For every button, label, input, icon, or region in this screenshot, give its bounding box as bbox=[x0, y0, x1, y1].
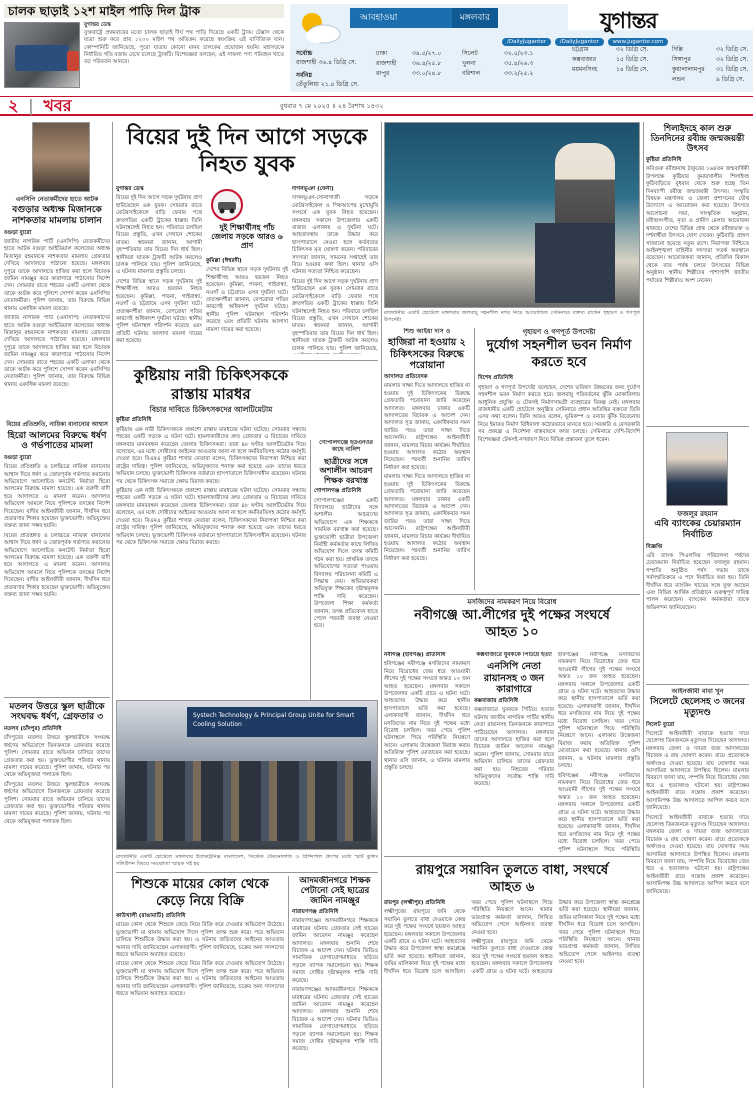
section-name: খবর bbox=[43, 96, 72, 115]
accident-icon bbox=[210, 188, 244, 222]
promo-text: যুক্তরাষ্ট্রে প্রথমবারের মতো চালক ছাড়াই দীর্ঘ পথ পাড়ি দিয়েছে একটি ট্রাক। টেক্সাস থেকে যাত্রা শুরু করে প্রায় ১২০০ মাইল পথ অতিক্রম করেছে স্বয়ংক্রিয় এই বাণিজ্যিক যান। কোম্পানিটি জানিয়েছে, পুরো যাত্রায় কোনো মানব চালকের প্রয়োজন হয়নি। মহাসড়কে নির্ধারিত গতি বজায় রেখে চলেছে ট্রাকটি। বিশেষজ্ঞরা বলছেন, এই সাফল্য পণ্য পরিবহন খাতে বড় পরিবর্তন আনবে। bbox=[84, 30, 284, 66]
lead-headline[interactable]: বিয়ের দুই দিন আগে সড়কে নিহত যুবক bbox=[126, 124, 368, 177]
story-body: হবিগঞ্জের নবীগঞ্জে মসজিদের নামকরণ নিয়ে বিরোধের জের ধরে আওয়ামী লীগের দুই পক্ষের সংঘর্ষে অন্তত ১০ জন আহত হয়েছেন। মঙ্গলবার সকালে উপজেলার একটি গ্রামে এ ঘটনা ঘটে। আহতদের উদ্ধার করে স্থানীয় হাসপাতালে ভর্তি করা হয়েছে। এলাকাবাসী জানান, দীর্ঘদিন ধরে মসজিদের নাম নিয়ে দুই পক্ষের মধ্যে বিরোধ চলছিল। খবর পেয়ে পুলিশ ঘটনাস্থলে গিয়ে পরিস্থিতি bbox=[558, 772, 640, 852]
nabiganj-head bbox=[384, 598, 640, 650]
raipur-story bbox=[384, 860, 640, 1088]
story-byline: আদালত প্রতিবেদক bbox=[384, 374, 428, 381]
story-body: গৃহায়ণ ও গণপূর্ত উপদেষ্টা বলেছেন, দেশের ভবিষ্যৎ উন্নয়নের জন্য দুর্যোগ সহনশীল ভবন নির্মাণ করতে হবে। জলবায়ু পরিবর্তনের ঝুঁকি মোকাবিলায় আধুনিক প্রযুক্তি ও টেকসই নির্মাণসামগ্রী ব্যবহারের বিকল্প নেই। মঙ্গলবার রাজধানীর একটি হোটেলে অনুষ্ঠিত সেমিনারে প্রধান অতিথির বক্তব্যে তিনি এসব কথা বলেন। তিনি আরও বলেন, ভূমিকম্প ও বন্যার ঝুঁকি বিবেচনায় নিয়ে ইমারত নির্মাণ বিধিমালা কঠোরভাবে মানতে হবে। সরকারি ও বেসরকারি সব প্রকল্পে এ নির্দেশনা বাস্তবায়নে কাজ চলছে। সেমিনারে দেশি-বিদেশি বিশেষজ্ঞরা টেকসই নগরায়ণ নিয়ে বিভিন্ন প্রস্তাবনা তুলে ধরেন। bbox=[478, 384, 640, 443]
lead-col-c bbox=[292, 186, 378, 354]
story-kicker: শিশু আইয়া দাস ও bbox=[403, 328, 451, 335]
city-name: বরিশাল bbox=[462, 70, 481, 77]
story-body: মায়ের কোল থেকে শিশুকে কেড়ে নিয়ে বিক্রি করে দেওয়ার অভিযোগ উঠেছে। ভুক্তভোগী মা থানায় অভিযোগ দিলে পুলিশ তদন্ত শুরু করে। পরে অভিযান চালিয়ে শিশুটিকে উদ্ধার করা হয়। এ ঘটনায় জড়িতদের আইনের আওতায় আনার দাবি জানিয়েছেন এলাকাবাসী। পুলিশ জানিয়েছে, চক্রের অন্য সদস্যদের ধরতে অভিযান অব্যাহত রয়েছে। bbox=[116, 922, 284, 959]
facebook-link[interactable]: /DailyJugantor bbox=[502, 38, 551, 46]
column-left bbox=[4, 122, 110, 1090]
min-temp-value: তেঁতুলিয়া ২১.৪ ডিগ্রি সে. bbox=[296, 81, 359, 88]
story-byline: কক্সবাজার প্রতিনিধি bbox=[474, 698, 519, 705]
story-kicker: গৃহায়ণ ও গণপূর্ত উপদেষ্টা bbox=[522, 328, 596, 336]
story-byline: বগুড়া ব্যুরো bbox=[4, 229, 32, 236]
story-headline[interactable]: রায়পুরে সয়াবিন তুলতে বাধা, সংঘর্ষে আহত ৬ bbox=[415, 863, 609, 895]
story-byline: গোপালগঞ্জ প্রতিনিধি bbox=[314, 488, 362, 495]
chairman-photo bbox=[666, 432, 728, 506]
story-headline[interactable]: বগুড়ার অধ্যক্ষ মিজানকে নাশকতার মামলায় চালান bbox=[12, 205, 102, 227]
social-links bbox=[500, 38, 750, 50]
story-kicker: বিচার দাবিতে চিকিৎসকদের আলটিমেটাম bbox=[149, 405, 273, 414]
weather-day: মঙ্গলবার bbox=[452, 8, 498, 28]
story-body: মামলার সাক্ষ্য দিতে আদালতে হাজির না হওয়ায় দুই চিকিৎসকের বিরুদ্ধে গ্রেফতারি পরোয়ানা জারি করেছেন আদালত। মঙ্গলবার ঢাকার একটি আদালতের বিচারক এ আদেশ দেন। আদালত সূত্র জানায়, একাধিকবার সমন জারির পরও তারা সাক্ষ্য দিতে আসেননি। রাষ্ট্রপক্ষের আইনজীবী জানান, মামলার বিচার কার্যক্রম দীর্ঘায়িত হওয়ায় আদালত কঠোর অবস্থান নিয়েছেন। পরবর্তী শুনানির তারিখ নির্ধারণ করা হয়েছে। bbox=[384, 474, 470, 562]
story-body: চাঁদপুরের মতলব উত্তরে স্কুলছাত্রীকে সংঘবদ্ধ ধর্ষণের অভিযোগে তিনজনকে গ্রেফতার করেছে পুলিশ। সোমবার রাতে অভিযান চালিয়ে তাদের গ্রেফতার করা হয়। ভুক্তভোগীর পরিবার থানায় মামলা দায়ের করেছে। পুলিশ জানায়, ঘটনার পর থেকে অভিযুক্তরা পলাতক ছিল। bbox=[4, 781, 110, 825]
city-name: ময়মনসিংহ bbox=[572, 66, 598, 73]
story-headline[interactable]: মতলব উত্তরে স্কুল ছাত্রীকে সংঘবদ্ধ ধর্ষণ, গ্রেফতার ৩ bbox=[9, 701, 105, 723]
promo-story[interactable] bbox=[4, 4, 284, 90]
page-number: ২ bbox=[8, 96, 19, 115]
story-body: এবি ব্যাংক পিএলসির পরিচালনা পর্ষদের চেয়ারম্যান নির্বাচিত হয়েছেন ফজলুর রহমান। সম্প্রতি অনুষ্ঠিত পর্ষদ সভায় তাকে সর্বসম্মতিক্রমে এ পদে নির্বাচিত করা হয়। তিনি দীর্ঘদিন ধরে ব্যাংকিং খাতের সঙ্গে যুক্ত আছেন এবং বিভিন্ন আর্থিক প্রতিষ্ঠানে গুরুত্বপূর্ণ দায়িত্ব পালন করেছেন। ব্যাংকের কর্মকর্তারা তাকে অভিনন্দন জানিয়েছেন। bbox=[646, 553, 749, 611]
mizan-photo-block bbox=[4, 122, 110, 214]
story-byline: নবীগঞ্জ (হবিগঞ্জ) প্রতিনিধি bbox=[384, 652, 446, 658]
chairman-name: ফজলুর রহমান bbox=[677, 509, 718, 518]
story-body: সিলেটে আইনজীবী বাবাকে হত্যার দায়ে ছেলেসহ তিনজনকে মৃত্যুদণ্ড দিয়েছেন আদালত। মঙ্গলবার জেলা ও দায়রা জজ আদালতের বিচারক এ রায় ঘোষণা করেন। রায়ে প্রত্যেককে অর্থদণ্ডও দেওয়া হয়েছে। রায় ঘোষণার সময় আসামিরা আদালতে উপস্থিত ছিলেন। মামলার বিবরণে জানা যায়, সম্পত্তি নিয়ে বিরোধের জের ধরে এ হত্যাকাণ্ড ঘটানো হয়। রাষ্ট্রপক্ষের আইনজীবী রায়ে সন্তোষ প্রকাশ করেছেন। আসামিপক্ষ উচ্চ আদালতে আপিল করবে বলে জানিয়েছে। bbox=[646, 731, 749, 812]
story-headline[interactable]: হাজিরা না হওয়ায় ২ চিকিৎসকের বিরুদ্ধে পরোয়ানা bbox=[388, 337, 466, 371]
shilaidah-story bbox=[646, 122, 749, 422]
city-temp: ৩২.৫/২৩.১ bbox=[504, 50, 534, 57]
city-name: ঢাকা bbox=[376, 50, 388, 57]
section-bar bbox=[0, 96, 753, 116]
story-headline[interactable]: কুষ্টিয়ায় নারী চিকিৎসককে রাস্তায় মারধর bbox=[133, 366, 289, 403]
world-temp: ৩১ ডিগ্রি সে. bbox=[716, 66, 749, 73]
city-temp: ৩৩.০/২৪.৮ bbox=[412, 70, 442, 77]
city-name: কক্সবাজার bbox=[572, 56, 597, 63]
kushtia-story bbox=[116, 364, 306, 694]
hajira-story bbox=[384, 328, 470, 590]
max-temp-value: রাজশাহী ৩৬.৪ ডিগ্রি সে. bbox=[296, 59, 357, 66]
story-headline[interactable]: এবি ব্যাংকের চেয়ারম্যান নির্বাচিত bbox=[654, 519, 741, 541]
podium bbox=[535, 223, 615, 303]
city-temp: ৩৬.৪/২৫.৮ bbox=[412, 60, 442, 67]
city-name: রাজশাহী bbox=[376, 60, 397, 67]
lead-col-a bbox=[116, 186, 202, 354]
world-temp: ৯ ডিগ্রি সে. bbox=[716, 76, 745, 83]
world-city: দিল্লি bbox=[672, 46, 683, 53]
story-headline[interactable]: সিলেটে ছেলেসহ ৩ জনের মৃত্যুদণ্ড bbox=[650, 697, 745, 719]
story-byline: দাগনভূঞা (ফেনী) bbox=[292, 186, 334, 192]
story-body: হবিগঞ্জের নবীগঞ্জে মসজিদের নামকরণ নিয়ে বিরোধের জের ধরে আওয়ামী লীগের দুই পক্ষের সংঘর্ষে অন্তত ১০ জন আহত হয়েছেন। মঙ্গলবার সকালে উপজেলার একটি গ্রামে এ ঘটনা ঘটে। আহতদের উদ্ধার করে স্থানীয় হাসপাতালে ভর্তি করা হয়েছে। এলাকাবাসী জানান, দীর্ঘদিন ধরে মসজিদের নাম নিয়ে দুই পক্ষের মধ্যে বিরোধ চলছিল। খবর পেয়ে পুলিশ ঘটনাস্থলে গিয়ে পরিস্থিতি নিয়ন্ত্রণে আনে। এলাকায় উত্তেজনা বিরাজ করায় অতিরিক্ত পুলিশ মোতায়েন করা হয়েছে। থানার ওসি জানান, এ ঘটনায় মামলার প্রস্তুতি চলছে। bbox=[384, 661, 470, 772]
story-body: কুষ্টিয়ায় এক নারী চিকিৎসককে প্রকাশ্যে রাস্তায় মারধরের ঘটনা ঘটেছে। সোমবার সন্ধ্যায় শহরের একটি সড়কে এ ঘটনা ঘটে। হামলাকারীদের দ্রুত গ্রেফতার ও বিচারের দাবিতে মঙ্গলবার মানববন্ধন করেছেন জেলার চিকিৎসকরা। তারা ৪৮ ঘণ্টার আলটিমেটাম দিয়ে বলেছেন, এর মধ্যে দোষীদের আইনের আওতায় আনা না হলে কর্মবিরতিসহ কঠোর কর্মসূচি দেওয়া হবে। বিএমএ কুষ্টিয়া শাখার নেতারা বলেন, চিকিৎসকদের নিরাপত্তা নিশ্চিত করা রাষ্ট্রের দায়িত্ব। পুলিশ জানিয়েছে, অভিযুক্তদের শনাক্ত করা হয়েছে এবং তাদের ধরতে অভিযান চলছে। ভুক্তভোগী চিকিৎসক বর্তমানে হাসপাতালে চিকিৎসাধীন রয়েছেন। ঘটনার পর থেকে চিকিৎসক সমাজে ক্ষোভ বিরাজ করছে। bbox=[116, 488, 306, 546]
promo-headline[interactable]: চালক ছাড়াই ১২শ মাইল পাড়ি দিল ট্রাক bbox=[4, 4, 284, 18]
story-kicker: এনসিপি নেতাকর্মীদের হাতে আটক bbox=[15, 196, 99, 203]
story-body: হবিগঞ্জের নবীগঞ্জে মসজিদের নামকরণ নিয়ে বিরোধের জের ধরে আওয়ামী লীগের দুই পক্ষের সংঘর্ষে অন্তত ১০ জন আহত হয়েছেন। মঙ্গলবার সকালে উপজেলার একটি গ্রামে এ ঘটনা ঘটে। আহতদের উদ্ধার করে স্থানীয় হাসপাতালে ভর্তি করা হয়েছে। এলাকাবাসী জানান, দীর্ঘদিন ধরে মসজিদের নাম নিয়ে দুই পক্ষের মধ্যে বিরোধ চলছিল। খবর পেয়ে পুলিশ ঘটনাস্থলে গিয়ে পরিস্থিতি নিয়ন্ত্রণে আনে। এলাকায় উত্তেজনা বিরাজ করায় অতিরিক্ত পুলিশ মোতায়েন করা হয়েছে। থানার ওসি জানান, এ ঘটনায় মামলার প্রস্তুতি চলছে। bbox=[558, 652, 640, 770]
story-kicker: কক্সবাজারে যুবককে পিটিয়ে হত্যা bbox=[476, 652, 552, 658]
story-byline: বিশেষ প্রতিনিধি bbox=[478, 375, 513, 382]
story-headline[interactable]: নবীগঞ্জে আ.লীগের দুই পক্ষের সংঘর্ষে আহত ১০ bbox=[414, 608, 610, 641]
min-temp-label: সর্বনিম্ন bbox=[296, 72, 312, 79]
story-body: জাতীয় নাগরিক পার্টি (এনসিপি) নেতাকর্মীদের হাতে আটক বগুড়া আইডিয়াল কলেজের অধ্যক্ষ মিজানুর রহমানকে নাশকতার মামলায় গ্রেফতার দেখিয়ে আদালতে পাঠানো হয়েছে। মঙ্গলবার দুপুরে তাকে আদালতে হাজির করা হলে বিচারক জামিন নামঞ্জুর করে কারাগারে পাঠানোর নির্দেশ দেন। সোমবার রাতে শহরের একটি এলাকা থেকে তাকে আটক করে পুলিশে সোপর্দ করেন এনসিপির নেতাকর্মীরা। পুলিশ জানায়, তার বিরুদ্ধে বিভিন্ন থানায় একাধিক মামলা রয়েছে। bbox=[4, 239, 110, 312]
story-byline: কুষ্টিয়া প্রতিনিধি bbox=[116, 417, 152, 424]
issue-date: বুধবার ৭ মে ২০২৫ ॥ ২৪ বৈশাখ ১৪৩২ bbox=[280, 102, 384, 110]
world-city: কুয়ালালামপুর bbox=[672, 66, 705, 73]
person-photo bbox=[32, 122, 90, 192]
world-city: সিঙ্গাপুর bbox=[672, 56, 691, 63]
mou-banner: Systech Technology & Principal Group Unite for Smart Cooling Solution bbox=[187, 707, 367, 737]
masthead-band bbox=[0, 0, 753, 96]
promo-body bbox=[84, 22, 284, 66]
story-body: নারায়ণগঞ্জের আদমজীনগরে শিক্ষককে মারধরের ঘটনায় গ্রেফতার সেই ছাত্রের জামিন আবেদন নামঞ্জুর করেছেন আদালত। মঙ্গলবার শুনানি শেষে বিচারক এ আদেশ দেন। ঘটনার ভিডিও সামাজিক যোগাযোগমাধ্যমে ছড়িয়ে পড়লে ব্যাপক সমালোচনা হয়। শিক্ষক সমাজ দোষীর দৃষ্টান্তমূলক শাস্তি দাবি করেছে। bbox=[292, 987, 378, 1053]
story-headline[interactable]: ছাত্রীদের সঙ্গে অশালীন আচরণ শিক্ষক বরখাস্ত bbox=[319, 455, 373, 485]
world-city: লন্ডন bbox=[672, 76, 685, 83]
promo-byline: যুগান্তর ডেস্ক bbox=[84, 22, 111, 28]
story-body: সিলেটে আইনজীবী বাবাকে হত্যার দায়ে ছেলেসহ তিনজনকে মৃত্যুদণ্ড দিয়েছেন আদালত। মঙ্গলবার জেলা ও দায়রা জজ আদালতের বিচারক এ রায় ঘোষণা করেন। রায়ে প্রত্যেককে অর্থদণ্ডও দেওয়া হয়েছে। রায় ঘোষণার সময় আসামিরা আদালতে উপস্থিত ছিলেন। মামলার বিবরণে জানা যায়, সম্পত্তি নিয়ে বিরোধের জের ধরে এ হত্যাকাণ্ড ঘটানো হয়। রাষ্ট্রপক্ষের আইনজীবী রায়ে সন্তোষ প্রকাশ করেছেন। আসামিপক্ষ উচ্চ আদালতে আপিল করবে বলে জানিয়েছে। bbox=[646, 814, 749, 895]
story-body: লক্ষ্মীপুরের রায়পুরে জমি থেকে সয়াবিন তুলতে বাধা দেওয়াকে কেন্দ্র করে দুই পক্ষের সংঘর্ষে ছয়জন আহত হয়েছেন। মঙ্গলবার সকালে উপজেলার একটি গ্রামে এ ঘটনা ঘটে। আহতদের উদ্ধার করে উপজেলা স্বাস্থ্য কমপ্লেক্সে ভর্তি করা হয়েছে। স্থানীয়রা জানান, জমির মালিকানা নিয়ে দুই পক্ষের মধ্যে দীর্ঘদিন ধরে বিরোধ চলে আসছিল। খবর পেয়ে পুলিশ ঘটনাস্থলে গিয়ে পরিস্থিতি নিয়ন্ত্রণে আনে। থানার ভারপ্রাপ্ত কর্মকর্তা জানান, লিখিত অভিযোগ পেলে আইনগত ব্যবস্থা নেওয়া হবে। bbox=[384, 900, 553, 975]
story-byline: কুমিল্লা (ঈশ্বরদী) bbox=[206, 258, 242, 264]
world-temp: ১৫ ডিগ্রি সে. bbox=[616, 56, 649, 63]
story-headline[interactable]: দুর্যোগ সহনশীল ভবন নির্মাণ করতে হবে bbox=[486, 338, 632, 371]
page-section-label: ২ | খবর bbox=[8, 96, 72, 115]
seminar-photo bbox=[384, 122, 640, 308]
city-name: চট্টগ্রাম bbox=[572, 46, 589, 53]
story-body: বিয়ের প্রতিশ্রুতি ও চলচ্চিত্রে নায়িকা বানানোর আশ্বাস দিয়ে ধর্ষণ ও জোরপূর্বক গর্ভপাত করানোর অভিযোগে আলোচিত কনটেন্ট নির্মাতা হিরো আলমের বিরুদ্ধে মামলা হয়েছে। এক তরুণী বাদী হয়ে আদালতে এ মামলা করেন। আদালত অভিযোগ আমলে নিয়ে পুলিশকে তদন্তের নির্দেশ দিয়েছেন। বাদীর আইনজীবী জানান, দীর্ঘদিন ধরে প্রতারণার শিকার হয়েছেন ভুক্তভোগী। অভিযুক্তের বক্তব্য জানা সম্ভব হয়নি। bbox=[4, 532, 110, 599]
world-temp: ৩২ ডিগ্রি সে. bbox=[716, 56, 749, 63]
nabiganj-col-a bbox=[384, 652, 470, 852]
city-name: খুলনা bbox=[462, 60, 476, 67]
story-body: দেশের বিভিন্ন স্থানে সড়ক দুর্ঘটনায় দুই শিক্ষার্থীসহ আরও ছয়জন নিহত হয়েছেন। কুমিল্লা, পাবনা, গাইবান্ধা, নওগাঁ ও চট্টগ্রামে এসব দুর্ঘটনা ঘটে। প্রত্যক্ষদর্শীরা জানান, বেপরোয়া গতির কারণেই অধিকাংশ দুর্ঘটনা ঘটছে। স্থানীয় পুলিশ ঘটনাস্থল পরিদর্শন করেছে এবং প্রতিটি ঘটনায় আলাদা মামলা দায়ের করা হয়েছে। bbox=[206, 267, 288, 333]
twitter-link[interactable]: /DailyJugantor bbox=[555, 38, 604, 46]
story-byline: নারায়ণগঞ্জ প্রতিনিধি bbox=[292, 909, 339, 916]
story-kicker: গোপালগঞ্জে ইউএনওর কাছে নালিশ bbox=[319, 440, 373, 454]
story-body: দেশের বিভিন্ন স্থানে সড়ক দুর্ঘটনায় দুই শিক্ষার্থীসহ আরও ছয়জন নিহত হয়েছেন। কুমিল্লা, পাবনা, গাইবান্ধা, নওগাঁ ও চট্টগ্রামে এসব দুর্ঘটনা ঘটে। প্রত্যক্ষদর্শীরা জানান, বেপরোয়া গতির কারণেই অধিকাংশ দুর্ঘটনা ঘটছে। স্থানীয় পুলিশ ঘটনাস্থল পরিদর্শন করেছে এবং প্রতিটি ঘটনায় আলাদা মামলা দায়ের করা হয়েছে। bbox=[116, 278, 202, 345]
story-headline[interactable]: শিলাইদহে কাল শুরু তিনদিনের রবীন্দ্র জন্মজয়ন্তী উৎসব bbox=[650, 124, 745, 155]
story-byline: মতলব (চাঁদপুর) প্রতিনিধি bbox=[4, 726, 62, 732]
story-headline[interactable]: এনসিপি নেতা রায়ানসহ ৩ জন কারাগারে bbox=[483, 661, 545, 695]
story-body: কবিগুরু রবীন্দ্রনাথ ঠাকুরের ১৬৪তম জন্মবার্ষিকী উপলক্ষে কুষ্টিয়ার কুমারখালীর শিলাইদহ কুঠিবাড়িতে বুধবার থেকে শুরু হচ্ছে তিন দিনব্যাপী রবীন্দ্র জন্মজয়ন্তী উৎসব। সংস্কৃতি বিষয়ক মন্ত্রণালয় ও জেলা প্রশাসনের যৌথ উদ্যোগে এ আয়োজন করা হয়েছে। উৎসবে আলোচনা সভা, সাংস্কৃতিক অনুষ্ঠান, রবীন্দ্রসংগীত, নৃত্য ও গ্রামীণ মেলার আয়োজন থাকছে। দেশের বিভিন্ন প্রান্ত থেকে রবীন্দ্রভক্ত ও দর্শনার্থীরা উৎসবে যোগ দেবেন। কুঠিবাড়ি প্রাঙ্গণ সাজানো হয়েছে নতুন রূপে। নিরাপত্তা নিশ্চিতে আইনশৃঙ্খলা বাহিনীর সদস্যরা সতর্ক অবস্থানে রয়েছেন। আয়োজকরা জানান, প্রতিদিন বিকাল থেকে রাত পর্যন্ত চলবে উৎসবের বিভিন্ন অনুষ্ঠান। স্থানীয় শিল্পীদের পাশাপাশি জাতীয় পর্যায়ের শিল্পীরাও অংশ নেবেন। bbox=[646, 166, 749, 284]
story-body: মামলার সাক্ষ্য দিতে আদালতে হাজির না হওয়ায় দুই চিকিৎসকের বিরুদ্ধে গ্রেফতারি পরোয়ানা জারি করেছেন আদালত। মঙ্গলবার ঢাকার একটি আদালতের বিচারক এ আদেশ দেন। আদালত সূত্র জানায়, একাধিকবার সমন জারির পরও তারা সাক্ষ্য দিতে আসেননি। রাষ্ট্রপক্ষের আইনজীবী জানান, মামলার বিচার কার্যক্রম দীর্ঘায়িত হওয়ায় আদালত কঠোর অবস্থান নিয়েছেন। পরবর্তী শুনানির তারিখ নির্ধারণ করা হয়েছে। bbox=[384, 383, 470, 471]
story-body: নারায়ণগঞ্জের আদমজীনগরে শিক্ষককে মারধরের ঘটনায় গ্রেফতার সেই ছাত্রের জামিন আবেদন নামঞ্জুর করেছেন আদালত। মঙ্গলবার শুনানি শেষে বিচারক এ আদেশ দেন। ঘটনার ভিডিও সামাজিক যোগাযোগমাধ্যমে ছড়িয়ে পড়লে ব্যাপক সমালোচনা হয়। শিক্ষক সমাজ দোষীর দৃষ্টান্তমূলক শাস্তি দাবি করেছে। bbox=[292, 918, 378, 984]
partly-cloudy-icon bbox=[294, 8, 344, 46]
story-byline: কাউখালী (রাঙামাটি) প্রতিনিধি bbox=[116, 913, 186, 919]
story-byline: সিলেট ব্যুরো bbox=[646, 721, 675, 728]
durjog-story bbox=[478, 328, 640, 590]
accident-box bbox=[206, 186, 288, 256]
city-temp: ৩৩.২/২৫.২ bbox=[504, 70, 534, 77]
story-byline: কুষ্টিয়া প্রতিনিধি bbox=[646, 157, 682, 164]
world-temp: ৩২ ডিগ্রি সে. bbox=[616, 46, 649, 53]
story-kicker: বিয়ের প্রতিশ্রুতি, নায়িকা বানানোর আশ্বাস bbox=[6, 421, 108, 429]
nabiganj-col-b bbox=[558, 652, 640, 852]
story-body: চাঁদপুরের মতলব উত্তরে স্কুলছাত্রীকে সংঘবদ্ধ ধর্ষণের অভিযোগে তিনজনকে গ্রেফতার করেছে পুলিশ। সোমবার রাতে অভিযান চালিয়ে তাদের গ্রেফতার করা হয়। ভুক্তভোগীর পরিবার থানায় মামলা দায়ের করেছে। পুলিশ জানায়, ঘটনার পর থেকে অভিযুক্তরা পলাতক ছিল। bbox=[4, 735, 110, 779]
website-link[interactable]: www.jugantor.com bbox=[608, 38, 669, 46]
newspaper-logo[interactable]: যুগান্তর bbox=[600, 8, 657, 34]
accident-box-title[interactable]: দুই শিক্ষার্থীসহ পাঁচ জেলায় সড়কে আরও ৬ প্রাণ bbox=[211, 223, 283, 250]
teacher-story bbox=[292, 876, 378, 1088]
mou-photo bbox=[116, 700, 378, 850]
truck-photo bbox=[4, 22, 80, 88]
story-body: বিয়ের প্রতিশ্রুতি ও চলচ্চিত্রে নায়িকা বানানোর আশ্বাস দিয়ে ধর্ষণ ও জোরপূর্বক গর্ভপাত করানোর অভিযোগে আলোচিত কনটেন্ট নির্মাতা হিরো আলমের বিরুদ্ধে মামলা হয়েছে। এক তরুণী বাদী হয়ে আদালতে এ মামলা করেন। আদালত অভিযোগ আমলে নিয়ে পুলিশকে তদন্তের নির্দেশ দিয়েছেন। বাদীর আইনজীবী জানান, দীর্ঘদিন ধরে প্রতারণার শিকার হয়েছেন ভুক্তভোগী। অভিযুক্তের বক্তব্য জানা সম্ভব হয়নি। bbox=[4, 464, 110, 530]
story-body: লক্ষ্মীপুরের রায়পুরে জমি থেকে সয়াবিন তুলতে বাধা দেওয়াকে কেন্দ্র করে দুই পক্ষের সংঘর্ষে ছয়জন আহত হয়েছেন। মঙ্গলবার সকালে উপজেলার একটি গ্রামে এ ঘটনা ঘটে। আহতদের উদ্ধার করে উপজেলা স্বাস্থ্য কমপ্লেক্সে ভর্তি করা হয়েছে। স্থানীয়রা জানান, জমির মালিকানা নিয়ে দুই পক্ষের মধ্যে দীর্ঘদিন ধরে বিরোধ চলে আসছিল। খবর পেয়ে পুলিশ ঘটনাস্থলে গিয়ে পরিস্থিতি নিয়ন্ত্রণে আনে। থানার ভারপ্রাপ্ত কর্মকর্তা জানান, লিখিত অভিযোগ পেলে আইনগত ব্যবস্থা নেওয়া হবে। bbox=[471, 900, 640, 975]
max-temp-label: সর্বোচ্চ bbox=[296, 50, 313, 57]
ncp-story bbox=[474, 652, 554, 852]
story-body: বিয়ের দুই দিন আগে সড়ক দুর্ঘটনায় প্রাণ হারিয়েছেন এক যুবক। সোমবার রাতে মোটরসাইকেলে বাড়ি ফেরার পথে দ্রুতগতির একটি ট্রাকের ধাক্কায় তিনি ঘটনাস্থলেই নিহত হন। পরিবারে চলছিল বিয়ের প্রস্তুতি, এখন সেখানে শোকের মাতম। স্বজনরা জানান, আগামী বৃহস্পতিবার তার বিয়ের দিন ধার্য ছিল। স্থানীয়রা ঘাতক ট্রাকটি আটক করলেও চালক পালিয়ে যায়। পুলিশ জানিয়েছে, bbox=[292, 278, 378, 352]
story-headline[interactable]: হিরো আলমের বিরুদ্ধে ধর্ষণ ও গর্ভপাতের মামলা bbox=[7, 430, 107, 452]
abbank-story bbox=[646, 430, 749, 680]
world-temp: ৩২ ডিগ্রি সে. bbox=[716, 46, 749, 53]
weather-label: আবহাওয়া bbox=[360, 13, 398, 23]
story-body: কুষ্টিয়ায় এক নারী চিকিৎসককে প্রকাশ্যে রাস্তায় মারধরের ঘটনা ঘটেছে। সোমবার সন্ধ্যায় শহরের একটি সড়কে এ ঘটনা ঘটে। হামলাকারীদের দ্রুত গ্রেফতার ও বিচারের দাবিতে মঙ্গলবার মানববন্ধন করেছেন জেলার চিকিৎসকরা। তারা ৪৮ ঘণ্টার আলটিমেটাম দিয়ে বলেছেন, এর মধ্যে দোষীদের আইনের আওতায় আনা না হলে কর্মবিরতিসহ কঠোর কর্মসূচি দেওয়া হবে। বিএমএ কুষ্টিয়া শাখার নেতারা বলেন, চিকিৎসকদের নিরাপত্তা নিশ্চিত করা রাষ্ট্রের দায়িত্ব। পুলিশ জানিয়েছে, অভিযুক্তদের শনাক্ত করা হয়েছে এবং তাদের ধরতে অভিযান চলছে। ভুক্তভোগী চিকিৎসক বর্তমানে হাসপাতালে চিকিৎসাধীন রয়েছেন। ঘটনার পর থেকে চিকিৎসক সমাজে ক্ষোভ বিরাজ করছে। bbox=[116, 426, 306, 485]
story-byline: রায়পুর (লক্ষ্মীপুর) প্রতিনিধি bbox=[384, 900, 446, 906]
story-headline[interactable]: শিশুকে মায়ের কোল থেকে কেড়ে নিয়ে বিক্রি bbox=[131, 877, 269, 909]
raipur-columns bbox=[384, 900, 640, 976]
story-body: কক্সবাজারে যুবককে পিটিয়ে হত্যার ঘটনায় জাতীয় নাগরিক পার্টির স্থানীয় নেতা রায়ানসহ তিনজনকে কারাগারে পাঠিয়েছেন আদালত। মঙ্গলবার তাদের আদালতে হাজির করা হলে বিচারক জামিন আবেদন নামঞ্জুর করেন। পুলিশ জানায়, সোমবার রাতে অভিযান চালিয়ে তাদের গ্রেফতার করা হয়। নিহতের পরিবার অভিযুক্তদের সর্বোচ্চ শাস্তি দাবি করেছে। bbox=[474, 707, 554, 788]
city-name: রংপুর bbox=[376, 70, 390, 77]
story-body: বিয়ের দুই দিন আগে সড়ক দুর্ঘটনায় প্রাণ হারিয়েছেন এক যুবক। সোমবার রাতে মোটরসাইকেলে বাড়ি ফেরার পথে দ্রুতগতির একটি ট্রাকের ধাক্কায় তিনি ঘটনাস্থলেই নিহত হন। পরিবারে চলছিল বিয়ের প্রস্তুতি, এখন সেখানে শোকের মাতম। স্বজনরা জানান, আগামী বৃহস্পতিবার তার বিয়ের দিন ধার্য ছিল। স্থানীয়রা ঘাতক ট্রাকটি আটক করলেও চালক পালিয়ে যায়। পুলিশ জানিয়েছে, এ ঘটনায় মামলার প্রস্তুতি চলছে। bbox=[116, 195, 202, 276]
gopalganj-story bbox=[314, 440, 378, 700]
story-byline: বগুড়া ব্যুরো bbox=[4, 454, 32, 461]
city-name: সিলেট bbox=[462, 50, 478, 57]
story-kicker: আইনজীবী বাবা খুন bbox=[671, 688, 724, 695]
story-headline[interactable]: আদমজীনগরে শিক্ষক পেটানো সেই ছাত্রের জামিন নামঞ্জুর bbox=[299, 876, 371, 907]
sylhet-story bbox=[646, 688, 749, 1088]
story-body: জাতীয় নাগরিক পার্টি (এনসিপি) নেতাকর্মীদের হাতে আটক বগুড়া আইডিয়াল কলেজের অধ্যক্ষ মিজানুর রহমানকে নাশকতার মামলায় গ্রেফতার দেখিয়ে আদালতে পাঠানো হয়েছে। মঙ্গলবার দুপুরে তাকে আদালতে হাজির করা হলে বিচারক জামিন নামঞ্জুর করে কারাগারে পাঠানোর নির্দেশ দেন। সোমবার রাতে শহরের একটি এলাকা থেকে তাকে আটক করে পুলিশে সোপর্দ করেন এনসিপির নেতাকর্মীরা। পুলিশ জানায়, তার বিরুদ্ধে বিভিন্ন থানায় একাধিক মামলা রয়েছে। bbox=[4, 315, 110, 388]
city-temp: ৩৫.৪/২৬.৩ bbox=[504, 60, 534, 67]
story-body: গোপালগঞ্জের একটি বিদ্যালয়ে ছাত্রীদের সঙ্গে অশালীন আচরণের অভিযোগে এক শিক্ষককে সাময়িক বরখাস্ত করা হয়েছে। ভুক্তভোগী ছাত্রীরা উপজেলা নির্বাহী কর্মকর্তার কাছে লিখিত অভিযোগ দিলে তদন্ত কমিটি গঠন করা হয়। প্রাথমিক তদন্তে অভিযোগের সত্যতা পাওয়ায় বিদ্যালয় পরিচালনা কমিটি এ সিদ্ধান্ত নেয়। অভিভাবকরা অভিযুক্ত শিক্ষকের দৃষ্টান্তমূলক শাস্তি দাবি করেছেন। উপজেলা শিক্ষা কর্মকর্তা জানান, তদন্ত প্রতিবেদন হাতে পেলে পরবর্তী ব্যবস্থা নেওয়া হবে। bbox=[314, 497, 378, 630]
weather-header bbox=[350, 8, 498, 28]
world-temp: ১৪ ডিগ্রি সে. bbox=[616, 66, 649, 73]
mou-caption: রাজধানীর একটি হোটেলে মঙ্গলবার ইলেকট্রনিক্স বাংলাদেশ, সিস্টেক টেকনোলজি ও প্রিন্সিপাল গ্রুপের মধ্যে স্মার্ট কুলিং সলিউশন বিষয়ে সমঝোতা স্মারক সই হয় bbox=[116, 854, 378, 867]
abbank-photo-block bbox=[646, 430, 749, 508]
story-byline: বিজ্ঞপ্তি bbox=[646, 543, 663, 550]
people-group bbox=[125, 761, 371, 841]
story-kicker: মসজিদের নামকরণ নিয়ে বিরোধ bbox=[467, 598, 557, 606]
city-temp: ৩৪.৫/২৭.০ bbox=[412, 50, 442, 57]
story-body: মায়ের কোল থেকে শিশুকে কেড়ে নিয়ে বিক্রি করে দেওয়ার অভিযোগ উঠেছে। ভুক্তভোগী মা থানায় অভিযোগ দিলে পুলিশ তদন্ত শুরু করে। পরে অভিযান চালিয়ে শিশুটিকে উদ্ধার করা হয়। এ ঘটনায় জড়িতদের আইনের আওতায় আনার দাবি জানিয়েছেন এলাকাবাসী। পুলিশ জানিয়েছে, চক্রের অন্য সদস্যদের ধরতে অভিযান অব্যাহত রয়েছে। bbox=[116, 961, 284, 998]
story-body: দাগনভূঞা-সোনাগাজী সড়কে মোটরসাইকেল ও পিকআপের মুখোমুখি সংঘর্ষে এক যুবক নিহত হয়েছেন। মঙ্গলবার সকালে উপজেলার একটি বাজার এলাকায় এ দুর্ঘটনা ঘটে। আহতাবস্থায় তাকে উদ্ধার করে হাসপাতালে নেওয়া হলে কর্তব্যরত চিকিৎসক মৃত ঘোষণা করেন। পরিবারের সদস্যরা জানান, সামনের সপ্তাহেই তার বিয়ে হওয়ার কথা ছিল। থানার ওসি ঘটনার সত্যতা নিশ্চিত করেছেন। bbox=[292, 195, 378, 276]
lead-col-b bbox=[206, 186, 288, 354]
shishu-story bbox=[116, 876, 284, 1088]
story-byline: যুগান্তর ডেস্ক bbox=[116, 186, 144, 192]
seminar-caption: রাজধানীর একটি হোটেলে মঙ্গলবার জলবায়ু সহনশীল নগর নিয়ে আয়োজিত সেমিনারে বক্তব্য রাখেন গৃহায়ণ ও গণপূর্ত উপদেষ্টা bbox=[384, 310, 640, 323]
